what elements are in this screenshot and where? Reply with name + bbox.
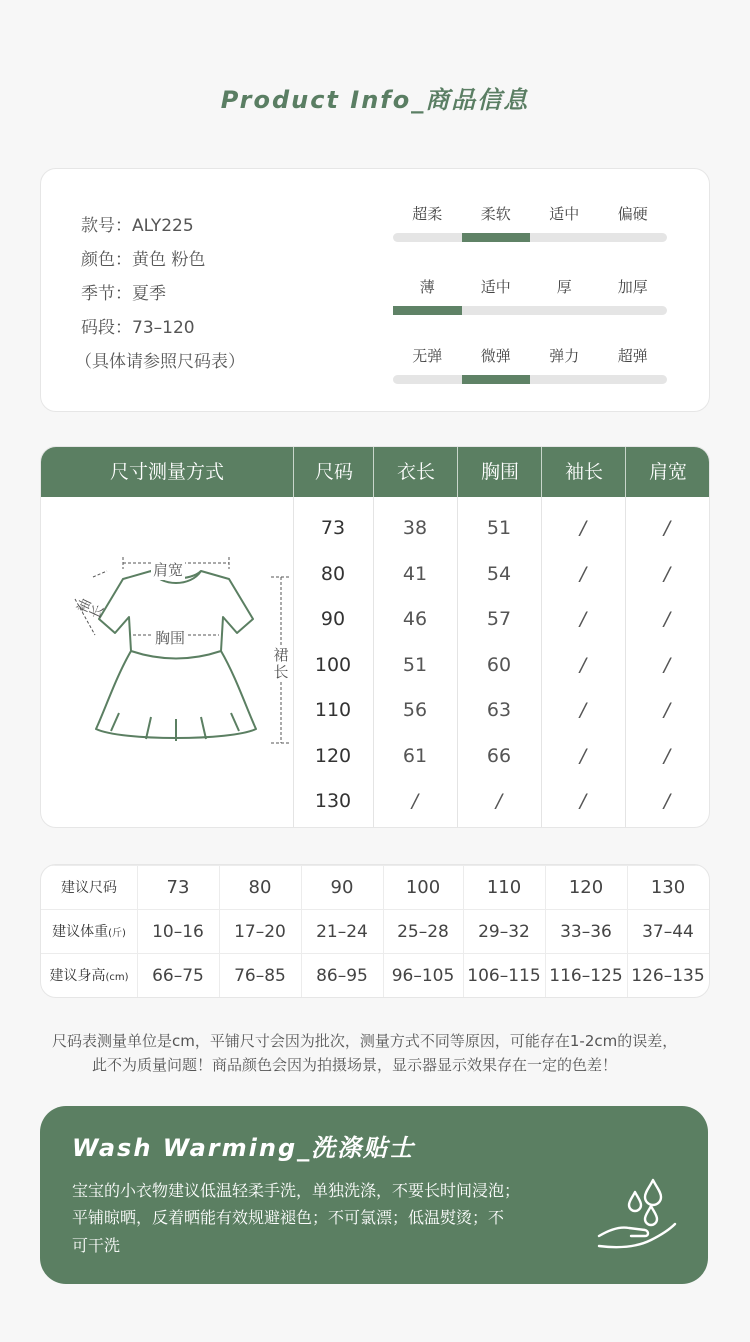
recommend-cell: 21–24 [316,922,368,942]
header-shoulder: 肩宽 [625,447,710,497]
scale-label: 薄 [419,278,435,296]
measurement-cell: / [663,653,671,676]
scale-indicator [462,233,531,242]
size-cell: 73 [320,517,346,539]
measurement-cell: / [663,517,671,539]
scale-label: 弹力 [549,347,580,365]
color-spec: 颜色：黄色 粉色 [81,250,206,270]
measurement-cell: 61 [402,744,428,767]
measurement-cell: / [663,608,671,630]
recommend-table [40,864,710,998]
header-size: 尺码 [293,447,374,497]
measurement-note: 尺码表测量单位是cm，平铺尺寸会因为批次，测量方式不同等原因，可能存在1-2cm的误差， [52,1032,678,1050]
recommend-cell: 110 [486,877,522,898]
scale-track [393,306,667,315]
recommend-row-label: 建议尺码 [61,880,117,896]
scale-label: 适中 [480,278,511,296]
recommend-row [41,909,709,954]
measurement-cell: 63 [486,699,512,721]
scale-label: 加厚 [617,278,648,296]
recommend-cell: 37–44 [642,922,694,942]
size-cell: 90 [320,608,346,630]
recommend-cell: 120 [568,877,604,898]
measurement-cell: / [663,744,671,767]
scale-label: 无弹 [412,347,443,365]
measurement-cell: 60 [486,653,512,676]
recommend-cell: 106–115 [467,966,541,986]
recommend-cell: 116–125 [549,966,623,986]
measurement-cell: 66 [486,744,512,767]
recommend-cell: 96–105 [391,966,455,986]
size-cell: 100 [314,653,352,676]
measurement-cell: 57 [486,608,512,630]
measurement-cell: / [579,608,587,630]
measurement-cell: / [579,699,587,721]
measurement-cell: / [411,790,419,812]
scale-label: 厚 [556,278,572,296]
size-table-header [41,447,709,497]
wash-line: 宝宝的小衣物建议低温轻柔手洗，单独洗涤，不要长时间浸泡； [72,1181,521,1200]
recommend-row-label: 建议身高(cm) [49,968,129,984]
recommend-row [41,953,709,998]
measurement-cell: 54 [486,562,512,585]
measurement-cell: / [579,562,587,585]
style-number: 款号：ALY225 [81,216,194,236]
recommend-cell: 130 [650,877,686,898]
scale-track [393,375,667,384]
scale-label: 偏硬 [617,205,648,223]
size-cell: 120 [314,744,352,767]
elasticity-scale [393,345,667,384]
measurement-cell: / [663,699,671,721]
recommend-cell: 100 [405,877,441,898]
recommend-cell: 73 [166,877,190,898]
recommend-cell: 126–135 [631,966,705,986]
wash-line: 可干洗 [72,1236,121,1255]
measurement-cell: 46 [402,608,428,630]
measurement-cell: / [663,790,671,812]
size-range-spec: 码段：73–120 [81,318,195,338]
measurement-cell: / [663,562,671,585]
header-chest: 胸围 [457,447,542,497]
wash-title: Wash Warming_洗涤贴士 [72,1134,416,1162]
recommend-cell: 66–75 [152,966,204,986]
recommend-cell: 17–20 [234,922,286,942]
scale-label: 柔软 [480,205,511,223]
measurement-cell: / [579,790,587,812]
diagram-label-chest: 胸围 [155,629,186,647]
measurement-cell: 51 [402,653,428,676]
size-cell: 80 [320,562,346,585]
size-table [40,446,710,828]
measurement-cell: / [579,653,587,676]
measurement-cell: 41 [402,562,428,585]
scale-indicator [393,306,462,315]
scale-label: 适中 [549,205,580,223]
hand-water-drops-icon [595,1174,679,1254]
scale-label: 超弹 [617,347,648,365]
recommend-cell: 29–32 [478,922,530,942]
scale-label: 超柔 [412,205,443,223]
measurement-cell: 56 [402,699,428,721]
recommend-cell: 80 [248,877,272,898]
header-sleeve: 袖长 [541,447,626,497]
dress-diagram [71,547,301,757]
diagram-label-shoulder: 肩宽 [153,561,184,579]
recommend-cell: 76–85 [234,966,286,986]
measurement-cell: 38 [402,517,428,539]
softness-scale [393,203,667,242]
diagram-label-length: 裙长 [271,647,291,681]
season-spec: 季节：夏季 [81,284,166,304]
size-cell: 110 [314,699,352,721]
recommend-cell: 25–28 [397,922,449,942]
thickness-scale [393,276,667,315]
product-info-card [40,168,710,412]
measurement-cell: 51 [486,517,512,539]
recommend-cell: 10–16 [152,922,204,942]
scale-track [393,233,667,242]
color-note: 此不为质量问题！商品颜色会因为拍摄场景，显示器显示效果存在一定的色差！ [92,1056,618,1074]
header-length: 衣长 [373,447,458,497]
recommend-cell: 33–36 [560,922,612,942]
recommend-row-label: 建议体重(斤) [52,924,126,940]
wash-tips-card [40,1106,708,1284]
measurement-cell: / [579,744,587,767]
recommend-cell: 86–95 [316,966,368,986]
measurement-cell: / [579,517,587,539]
diagram-label-sleeve: 袖长 [74,596,108,622]
size-cell: 130 [314,790,352,812]
measurement-cell: / [495,790,503,812]
size-note: （具体请参照尺码表） [75,352,245,372]
recommend-cell: 90 [330,877,354,898]
wash-line: 平铺晾晒，反着晒能有效规避褪色；不可氯漂；低温熨烫；不 [72,1208,505,1227]
recommend-row [41,865,709,910]
header-measure-method: 尺寸测量方式 [109,461,224,483]
scale-label: 微弹 [480,347,511,365]
page-title: Product Info_商品信息 [220,86,530,114]
scale-indicator [462,375,531,384]
